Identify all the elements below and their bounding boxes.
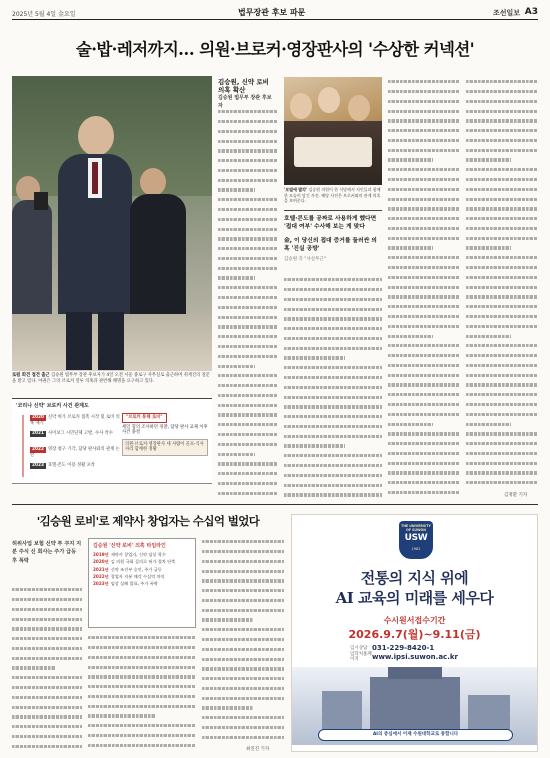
text-line bbox=[218, 443, 278, 451]
text-line bbox=[202, 609, 284, 617]
text-line bbox=[218, 345, 278, 353]
infobox-center-label: "브로커 통해 로비" bbox=[122, 413, 167, 423]
text-line bbox=[88, 705, 196, 713]
text-line bbox=[12, 686, 82, 694]
text-line bbox=[218, 355, 278, 363]
text-line bbox=[388, 305, 460, 313]
text-line bbox=[466, 374, 538, 382]
text-line bbox=[218, 453, 255, 461]
text-line bbox=[284, 493, 382, 500]
text-line bbox=[466, 462, 538, 470]
text-line bbox=[388, 198, 460, 206]
text-line bbox=[388, 266, 460, 274]
timeline-line-icon bbox=[20, 415, 26, 477]
infobox-note-box: 의원·브로커·영장판사 세 사람이 골프·식사 자리 함께한 정황 bbox=[122, 439, 208, 456]
text-line bbox=[218, 433, 278, 441]
text-line bbox=[218, 413, 278, 421]
text-line bbox=[218, 374, 278, 382]
text-line bbox=[202, 658, 284, 666]
university-logo: THE UNIVERSITY OF SUWON USW 1982 bbox=[399, 521, 433, 559]
text-line bbox=[88, 714, 155, 722]
text-line bbox=[466, 237, 538, 245]
text-line bbox=[466, 90, 538, 98]
text-line bbox=[388, 286, 460, 294]
text-line bbox=[388, 100, 460, 108]
timeline-row: 2021년 신약 조건부 승인, 주가 급등 bbox=[93, 566, 162, 572]
text-line bbox=[12, 735, 82, 743]
text-line bbox=[388, 344, 460, 352]
text-line bbox=[218, 267, 278, 275]
text-line bbox=[466, 305, 538, 313]
text-line bbox=[284, 435, 382, 443]
text-line bbox=[388, 432, 460, 440]
text-line bbox=[12, 588, 82, 596]
text-line bbox=[388, 354, 460, 362]
text-line bbox=[284, 444, 345, 452]
relationship-infobox bbox=[12, 398, 212, 484]
text-line bbox=[388, 149, 460, 157]
text-line bbox=[388, 462, 460, 470]
text-line bbox=[388, 383, 460, 391]
text-line bbox=[202, 560, 284, 568]
text-line bbox=[202, 618, 253, 626]
text-line bbox=[466, 393, 538, 401]
text-line bbox=[202, 667, 284, 675]
ad-contact: 입시상담 031-229-8420-1 입학처홈페이지 www.ipsi.suwon.ac.kr bbox=[350, 644, 458, 662]
main-photo-caption bbox=[12, 373, 212, 385]
section-title: 법무장관 후보 파문 bbox=[238, 8, 306, 17]
text-line bbox=[284, 484, 382, 492]
infobox-item: 2022 영장 청구 기각, 담당 판사와의 관계 논란 bbox=[30, 447, 120, 458]
article-column bbox=[218, 108, 278, 500]
text-line bbox=[466, 432, 538, 440]
text-line bbox=[466, 217, 538, 225]
text-line bbox=[12, 618, 82, 626]
text-line bbox=[218, 325, 278, 333]
text-line bbox=[466, 423, 511, 431]
text-line bbox=[466, 286, 538, 294]
text-line bbox=[218, 492, 278, 500]
infobox-title: '코리나 신약' 브로커 사건 관계도 bbox=[16, 403, 89, 409]
ad-period-label: 수시원서접수기간 bbox=[383, 616, 446, 625]
dinner-photo-caption bbox=[284, 187, 382, 204]
text-line bbox=[284, 347, 382, 355]
text-line bbox=[466, 119, 538, 127]
text-line bbox=[388, 325, 460, 333]
text-line bbox=[218, 169, 278, 177]
text-line bbox=[466, 452, 538, 460]
text-line bbox=[88, 685, 196, 693]
text-line bbox=[218, 384, 278, 392]
text-line bbox=[218, 149, 278, 157]
text-line bbox=[218, 296, 278, 304]
article-subhead: 김승원, 신약 로비 의혹 확산 bbox=[218, 78, 269, 94]
text-line bbox=[388, 90, 460, 98]
text-line bbox=[388, 217, 460, 225]
timeline-row: 2023년 임상 실패 발표, 주가 폭락 bbox=[93, 581, 158, 587]
text-line bbox=[202, 677, 284, 685]
text-line bbox=[12, 706, 82, 714]
text-line bbox=[388, 256, 460, 264]
text-line bbox=[202, 540, 284, 548]
text-line bbox=[466, 139, 538, 147]
text-line bbox=[466, 149, 538, 157]
text-line bbox=[466, 276, 538, 284]
text-line bbox=[388, 335, 433, 343]
text-line bbox=[88, 734, 196, 742]
text-line bbox=[284, 376, 382, 384]
text-line bbox=[466, 198, 538, 206]
text-line bbox=[388, 158, 433, 166]
text-line bbox=[388, 276, 460, 284]
text-line bbox=[284, 337, 382, 345]
text-line bbox=[388, 80, 460, 88]
text-line bbox=[202, 570, 284, 578]
text-line bbox=[388, 364, 460, 372]
text-line bbox=[388, 393, 460, 401]
article-column bbox=[88, 634, 196, 752]
text-line bbox=[12, 637, 82, 645]
text-line bbox=[466, 335, 511, 343]
pull-quote-sig: 김승원 측 "사실무근" bbox=[284, 257, 326, 262]
dinner-photo bbox=[284, 77, 382, 185]
ad-phone: 031-229-8420-1 bbox=[372, 644, 435, 652]
text-line bbox=[202, 716, 284, 724]
text-line bbox=[218, 423, 278, 431]
article-column bbox=[12, 586, 82, 752]
text-line bbox=[284, 317, 382, 325]
text-line bbox=[388, 481, 460, 489]
text-line bbox=[388, 188, 460, 196]
text-line bbox=[12, 745, 82, 752]
text-line bbox=[88, 636, 196, 644]
article-column bbox=[466, 78, 538, 490]
page-header bbox=[12, 6, 538, 20]
text-line bbox=[218, 188, 255, 196]
text-line bbox=[466, 178, 538, 186]
text-line bbox=[202, 579, 284, 587]
text-line bbox=[218, 472, 278, 480]
text-line bbox=[388, 178, 460, 186]
text-line bbox=[388, 442, 460, 450]
body-text-lines bbox=[12, 588, 82, 752]
caption-text: 김승원 법무부 장관 후보자가 4일 오전 서울 종로구 사무실로 출근하며 취재진의 질문을 받고 있다. 야권은 그의 브로커 연루 의혹과 관련해 해명을 요구하고 있다. bbox=[12, 373, 210, 385]
text-line bbox=[284, 366, 382, 374]
issue-date: 2025년 5월 4일 金요일 bbox=[12, 11, 76, 18]
article-subhead-small: 김승원 법무부 장관 후보자 bbox=[218, 95, 272, 109]
article-column bbox=[388, 78, 460, 500]
text-line bbox=[88, 646, 196, 654]
infobox-center bbox=[122, 413, 208, 456]
text-line bbox=[388, 168, 460, 176]
section-divider bbox=[12, 504, 538, 505]
text-line bbox=[466, 481, 538, 489]
text-line bbox=[388, 295, 460, 303]
text-line bbox=[218, 237, 278, 245]
text-line bbox=[284, 308, 382, 316]
text-line bbox=[466, 110, 538, 118]
infobox-item: 2021 사이보그 시민단체 고발, 수사 착수 bbox=[32, 431, 113, 436]
text-line bbox=[284, 474, 382, 482]
byline: 김정환 기자 bbox=[504, 493, 528, 498]
main-headline: 술·밥·레저까지… 의원·브로커·영장판사의 '수상한 커넥션' bbox=[75, 40, 475, 59]
text-line bbox=[466, 471, 538, 479]
text-line bbox=[466, 383, 538, 391]
university-advertisement[interactable] bbox=[291, 514, 538, 752]
text-line bbox=[466, 129, 538, 137]
text-line bbox=[202, 706, 253, 714]
text-line bbox=[202, 599, 284, 607]
text-line bbox=[466, 256, 538, 264]
text-line bbox=[12, 657, 82, 665]
text-line bbox=[284, 454, 382, 462]
text-line bbox=[466, 344, 538, 352]
text-line bbox=[284, 396, 382, 404]
text-line bbox=[388, 227, 460, 235]
text-line bbox=[218, 482, 278, 490]
text-line bbox=[202, 726, 284, 734]
text-line bbox=[88, 695, 196, 703]
text-line bbox=[466, 442, 538, 450]
text-line bbox=[12, 608, 82, 616]
text-line bbox=[388, 139, 460, 147]
text-line bbox=[12, 627, 82, 635]
pull-quote-1: 호텔·콘도를 공짜로 사용하게 했다면 '접대 여부' 수사해 보는 게 맞다 bbox=[284, 216, 377, 230]
text-line bbox=[218, 335, 278, 343]
ad-banner: AI의 중심에서 이제 수원대학교로 통합니다 bbox=[318, 729, 513, 741]
timeline-box-title: 김승원 '신약 로비' 의혹 타임라인 bbox=[93, 543, 166, 549]
text-line bbox=[12, 676, 82, 684]
text-line bbox=[388, 315, 460, 323]
second-headline: '김승원 로비'로 제약사 창업자는 수십억 벌었다 bbox=[36, 514, 260, 528]
text-line bbox=[466, 227, 538, 235]
text-line bbox=[218, 257, 278, 265]
text-line bbox=[218, 286, 278, 294]
text-line bbox=[466, 80, 538, 88]
text-line bbox=[12, 666, 55, 674]
text-line bbox=[202, 697, 284, 705]
pull-quote bbox=[284, 210, 382, 264]
text-line bbox=[388, 471, 460, 479]
page-number: A3 bbox=[524, 7, 538, 17]
text-line bbox=[218, 218, 278, 226]
text-line bbox=[218, 404, 278, 412]
infobox-item: 2020 신약 허가 브로커 접촉 시작 및 로비 의혹 제기 bbox=[30, 415, 120, 426]
text-line bbox=[388, 207, 460, 215]
text-line bbox=[388, 119, 460, 127]
text-line bbox=[466, 188, 538, 196]
text-line bbox=[284, 386, 382, 394]
timeline-row: 2019년 제약사 창업자, 신약 임상 착수 bbox=[93, 552, 166, 557]
article-column bbox=[284, 276, 382, 500]
text-line bbox=[12, 598, 82, 606]
text-line bbox=[202, 628, 284, 636]
text-line bbox=[88, 666, 196, 674]
text-line bbox=[466, 207, 538, 215]
text-line bbox=[466, 315, 538, 323]
text-line bbox=[466, 325, 538, 333]
text-line bbox=[218, 208, 278, 216]
main-photo bbox=[12, 76, 212, 371]
text-line bbox=[388, 129, 460, 137]
text-line bbox=[218, 462, 278, 470]
text-line bbox=[466, 295, 538, 303]
text-line bbox=[218, 394, 278, 402]
text-line bbox=[466, 413, 538, 421]
ad-period-dates: 2026.9.7(월)~9.11(금) bbox=[348, 628, 481, 641]
body-text-lines bbox=[388, 80, 460, 500]
caption-lead: 로펌 회견 접견 출근 bbox=[12, 373, 50, 378]
infobox-center-text: 세일 혐의 조사하던 경찰, 담당 판사 교체 이후 사건 종결 bbox=[122, 424, 208, 435]
body-text-lines bbox=[218, 110, 278, 500]
body-text-lines bbox=[88, 636, 196, 752]
text-line bbox=[218, 120, 278, 128]
timeline-row: 2020년 김 의원 국회 질의로 허가 절차 단축 bbox=[93, 559, 176, 565]
timeline-box bbox=[88, 538, 196, 628]
text-line bbox=[218, 276, 255, 284]
text-line bbox=[218, 110, 278, 118]
text-line bbox=[218, 247, 278, 255]
text-line bbox=[218, 228, 278, 236]
text-line bbox=[388, 452, 460, 460]
text-line bbox=[466, 158, 511, 166]
text-line bbox=[12, 647, 82, 655]
paper-name: 조선일보 bbox=[492, 9, 520, 17]
text-line bbox=[218, 140, 278, 148]
text-line bbox=[388, 110, 460, 118]
text-line bbox=[466, 364, 538, 372]
text-line bbox=[202, 687, 284, 695]
text-line bbox=[388, 403, 460, 411]
text-line bbox=[284, 298, 382, 306]
text-line bbox=[284, 464, 382, 472]
second-deck: 허위사업 보험 신약 투 쿠지 지분 주식 신 회사는 주가 급등 후 폭락 bbox=[12, 541, 82, 564]
timeline-row: 2022년 창업자 지분 매각 수십억 차익 bbox=[93, 573, 165, 579]
article-column bbox=[202, 538, 284, 744]
text-line bbox=[284, 415, 382, 423]
text-line bbox=[388, 423, 433, 431]
text-line bbox=[466, 246, 511, 254]
text-line bbox=[218, 316, 278, 324]
text-line bbox=[202, 589, 284, 597]
text-line bbox=[466, 354, 538, 362]
byline: 최연진 기자 bbox=[246, 747, 270, 752]
text-line bbox=[388, 374, 460, 382]
text-line bbox=[218, 179, 278, 187]
ad-website: www.ipsi.suwon.ac.kr bbox=[372, 653, 458, 661]
text-line bbox=[202, 736, 284, 744]
text-line bbox=[12, 725, 82, 733]
text-line bbox=[218, 130, 278, 138]
text-line bbox=[466, 403, 538, 411]
text-line bbox=[388, 413, 460, 421]
text-line bbox=[388, 246, 433, 254]
text-line bbox=[218, 365, 255, 373]
body-text-lines bbox=[466, 80, 538, 490]
text-line bbox=[284, 327, 382, 335]
body-text-lines bbox=[202, 540, 284, 744]
text-line bbox=[218, 198, 278, 206]
text-line bbox=[466, 100, 538, 108]
text-line bbox=[284, 356, 345, 364]
text-line bbox=[202, 648, 284, 656]
text-line bbox=[284, 405, 382, 413]
text-line bbox=[88, 675, 196, 683]
text-line bbox=[218, 306, 278, 314]
text-line bbox=[202, 638, 284, 646]
text-line bbox=[284, 288, 382, 296]
caption-text: 김승원 의원이 한 식당에서 지인들과 함께한 모습이 담긴 사진. 해당 사진은 브로커와의 관계 의혹을 보여준다. bbox=[284, 187, 381, 204]
caption-lead: '모빌에 발각' bbox=[284, 187, 308, 192]
pull-quote-2: 金, 이 당신의 접대 증거를 둘러싼 의혹 '진실 공방' bbox=[284, 238, 377, 252]
infobox-item: 2023 호텔·콘도 이용 정황 포착 bbox=[32, 463, 95, 468]
text-line bbox=[88, 656, 196, 664]
text-line bbox=[388, 491, 460, 499]
text-line bbox=[12, 696, 82, 704]
text-line bbox=[466, 266, 538, 274]
text-line bbox=[88, 744, 196, 752]
text-line bbox=[12, 715, 82, 723]
text-line bbox=[218, 159, 278, 167]
body-text-lines bbox=[284, 278, 382, 500]
text-line bbox=[284, 425, 382, 433]
text-line bbox=[284, 278, 382, 286]
text-line bbox=[388, 237, 460, 245]
text-line bbox=[202, 550, 284, 558]
text-line bbox=[466, 168, 538, 176]
text-line bbox=[88, 724, 196, 732]
ad-headline-2: AI 교육의 미래를 세우다 bbox=[335, 589, 494, 607]
ad-headline-1: 전통의 지식 위에 bbox=[360, 569, 469, 587]
